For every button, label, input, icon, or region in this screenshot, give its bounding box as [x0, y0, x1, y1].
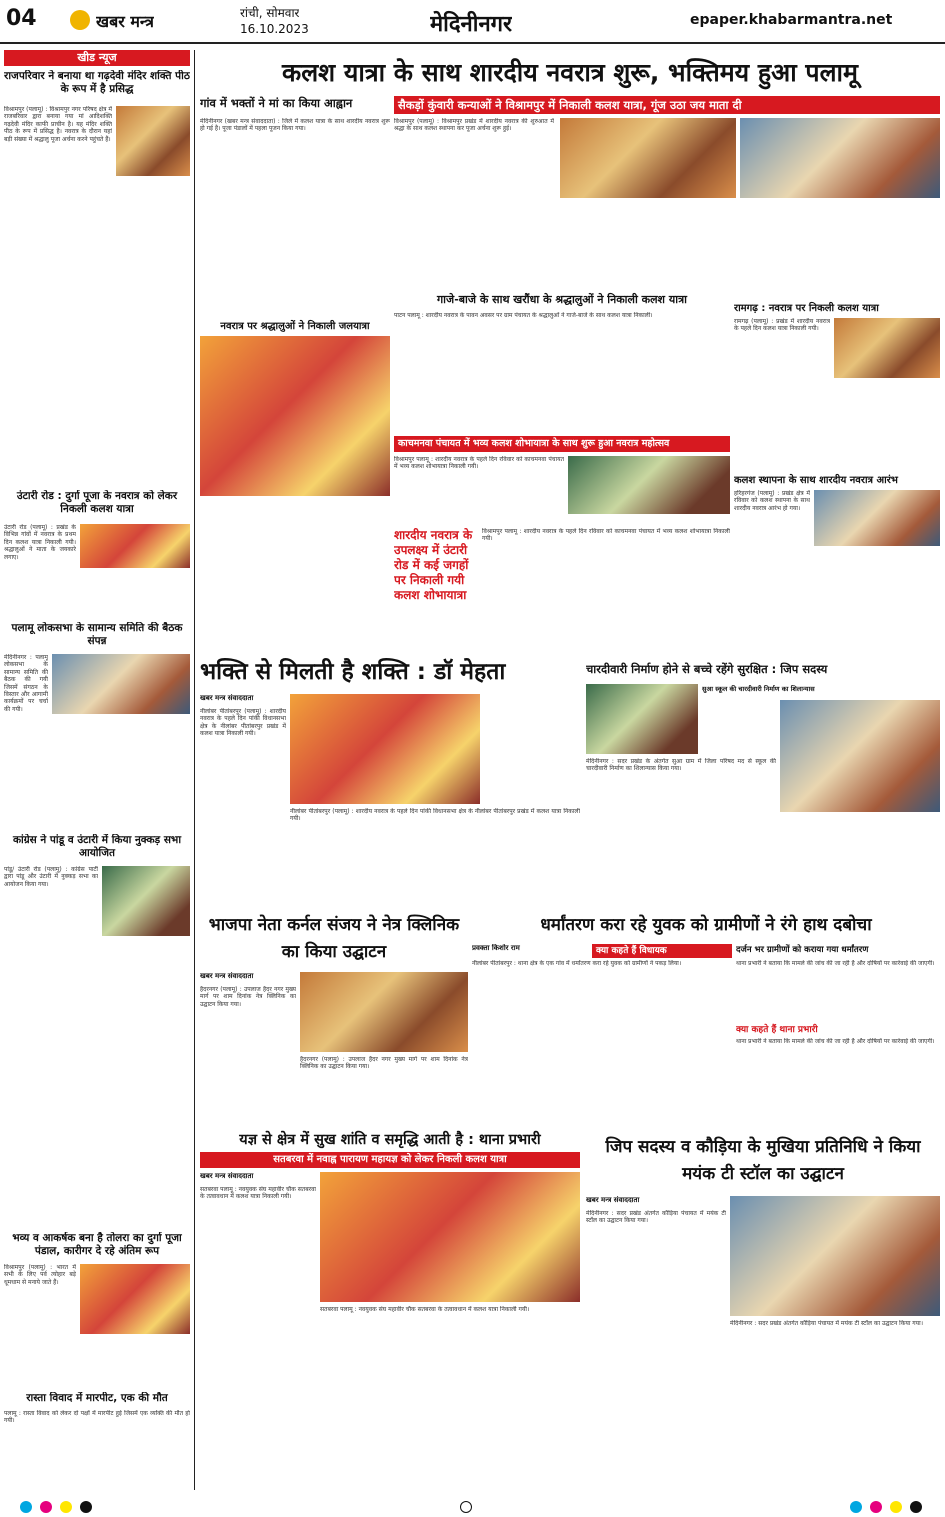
clinic-byline: खबर मन्त्र संवाददाता: [200, 972, 254, 980]
story4-body: पांडू/ उंटारी रोड (पलामू) : कांग्रेस पार्टी द्वारा पांडू और उंटारी में नुक्कड़ सभा का आयोजन किया गया।: [4, 866, 98, 888]
conversion-side-body-2: थाना प्रभारी ने बताया कि मामले की जांच की जा रही है और दोषियों पर कार्रवाई की जाएगी।: [736, 1038, 935, 1045]
conversion-headline[interactable]: धर्मांतरण करा रहे युवक को ग्रामीणों ने रंगे हाथ दबोचा: [540, 915, 872, 935]
story3-title[interactable]: पलामू लोकसभा के सामान्य समिति की बैठक संपन्न: [11, 622, 183, 647]
hariharganj-title[interactable]: कलश स्थापना के साथ शारदीय नवरात्र आरंभ: [734, 475, 898, 486]
clinic-body-2: हैदरनगर (पलामू) : उपलाज हैदर नगर मुख्य मार्ग पर शाम दिनांक नेत्र क्लिनिक का उद्घाटन किया गया।: [300, 1056, 468, 1071]
story1-body: विश्रामपुर (पलामू) : विश्रामपुर नगर परिषद क्षेत्र में राजबरिवार द्वारा बनाया गया मां आदिशक्ति गढ़देवी मंदिर काफी प्राचीन है। यह मंदिर शक्ति पीठ के रूप में प्रसिद्ध है। नवरात्र के दौरान यहां बड़ी संख्या में श्रद्धालु पूजा अर्चना करने पहुंचते हैं।: [4, 106, 112, 143]
story3-body: मेदिनीनगर : पलामू लोकसभा के सामान्य समिति की बैठक की गयी जिसमें संगठन के विस्तार और आगामी कार्यक्रमों पर चर्चा की गयी।: [4, 654, 48, 713]
conversion-side-kicker: क्या कहते हैं थाना प्रभारी: [736, 1025, 818, 1035]
mehta-byline: खबर मन्त्र संवाददाता: [200, 694, 254, 702]
page-number: 04: [6, 6, 37, 31]
story2-body: उंटारी रोड (पलामू) : प्रखंड के विभिन्न गांवों में नवरात्र के प्रथम दिन कलश यात्रा निकाली गयी। श्रद्धालुओं ने माता के जयकारे लगाए।: [4, 524, 76, 561]
gaje-body: पाटन पलामू : शारदीय नवरात्र के पावन अवसर पर ग्राम पंचायत के श्रद्धालुओं ने गाजे-बाजे के साथ कलश यात्रा निकाली।: [394, 312, 653, 319]
clinic-body: हैदरनगर (पलामू) : उपलाज हैदर नगर मुख्य मार्ग पर शाम दिनांक नेत्र क्लिनिक का उद्घाटन किया गया।: [200, 986, 296, 1008]
yajna-byline: खबर मन्त्र संवाददाता: [200, 1172, 254, 1180]
lead-photo-caption: नवरात्र पर श्रद्धालुओं ने निकाली जलयात्रा: [220, 321, 370, 332]
ramgarh-photo: [834, 318, 940, 378]
yajna-sub: सतबरवा में नवाह्न पारायण महायज्ञ को लेकर निकली कलश यात्रा: [200, 1152, 580, 1168]
tstall-body: मेदिनीनगर : सदर प्रखंड अंतर्गत कौड़िया पंचायत में मयंक टी स्टॉल का उद्घाटन किया गया।: [586, 1210, 726, 1225]
tstall-byline: खबर मन्त्र संवाददाता: [586, 1196, 640, 1204]
lead-sub-left: गांव में भक्तों ने मां का किया आह्वान: [200, 96, 353, 110]
print-registration-strip: [0, 1497, 945, 1517]
meeting-photo: [52, 654, 190, 714]
congress-photo: [102, 866, 190, 936]
wall-photo-2: [780, 700, 940, 812]
jalyatra-photo: [200, 336, 390, 496]
clinic-photo: [300, 972, 468, 1052]
mehta-photo: [290, 694, 480, 804]
yajna-body-2: सतबरवा पलामू : नवयुवक संघ महावीर चौक सतबरवा के तत्वावधान में कलश यात्रा निकाली गयी।: [320, 1306, 530, 1313]
wall-photo: [586, 684, 698, 754]
wall-headline[interactable]: चारदीवारी निर्माण होने से बच्चे रहेंगे सुरक्षित : जिप सदस्य: [586, 662, 828, 676]
pandal-photo: [80, 1264, 190, 1334]
wall-body: मेदिनीनगर : सदर प्रखंड के अंतर्गत सुआ ग्राम में जिला परिषद मद से स्कूल की चारदीवारी निर्माण का शिलान्यास किया गया।: [586, 758, 776, 773]
mehta-headline[interactable]: भक्ति से मिलती है शक्ति : डॉ मेहता: [200, 659, 506, 685]
lead-body-left: मेदिनीनगर (खबर मन्त्र संवाददाता) : जिले में कलश यात्रा के साथ शारदीय नवरात्र शुरू हो गई है। पूजा पंडालों में पहला पूजन किया गया।: [200, 118, 390, 133]
story1-title[interactable]: राजपरिवार ने बनाया था गढ़देवी मंदिर शक्ति पीठ के रूप में है प्रसिद्ध: [4, 70, 190, 95]
mehta-body: नीलांबर पीतांबरपुर (पलामू) : शारदीय नवरात्र के पहले दिन पांकी विधानसभा क्षेत्र के नीलांबर पीतांबरपुर प्रखंड में कलश यात्रा निकाली गयी।: [200, 708, 286, 738]
section-title: मेदिनीनगर: [430, 12, 513, 37]
story2-title[interactable]: उंटारी रोड : दुर्गा पूजा के नवरात्र को लेकर निकली कलश यात्रा: [16, 490, 178, 515]
story4-title[interactable]: कांग्रेस ने पांडू व उंटारी में किया नुक्कड़ सभा आयोजित: [12, 834, 182, 859]
conversion-side-title: दर्जन भर ग्रामीणों को कराया गया धर्मांतरण: [736, 945, 869, 955]
story6-body: पलामू : रास्ता विवाद को लेकर दो पक्षों में मारपीट हुई जिसमें एक व्यक्ति की मौत हो गयी।: [4, 1410, 190, 1425]
tstall-body-2: मेदिनीनगर : सदर प्रखंड अंतर्गत कौड़िया पंचायत में मयंक टी स्टॉल का उद्घाटन किया गया।: [730, 1320, 923, 1327]
conversion-side-body: थाना प्रभारी ने बताया कि मामले की जांच की जा रही है और दोषियों पर कार्रवाई की जाएगी।: [736, 960, 935, 967]
lead-body-right: विश्रामपुर (पलामू) : विश्रामपुर प्रखंड में शारदीय नवरात्र की शुरुआत में श्रद्धा के साथ कलश स्थापना कर पूजा अर्चना शुरू हुई।: [394, 118, 554, 133]
wall-caption: सुआ स्कूल की चारदीवारी निर्माण का शिलान्यास: [702, 685, 815, 693]
city-day: रांची, सोमवार: [240, 6, 300, 20]
lead-sub-right: सैकड़ों कुंवारी कन्याओं ने विश्रामपुर में निकाली कलश यात्रा, गूंज उठा जय माता दी: [394, 96, 940, 114]
gaje-title[interactable]: गाजे-बाजे के साथ खरौंधा के श्रद्धालुओं ने निकाली कलश यात्रा: [436, 293, 688, 306]
conversion-body: नीलांबर पीतांबरपुर : थाना क्षेत्र के एक गांव में धर्मांतरण करा रहे युवक को ग्रामीणों ने पकड़ लिया।: [472, 960, 682, 967]
conversion-byline: प्रवक्ता किशोर राम: [472, 944, 520, 952]
masthead: [0, 0, 945, 44]
yajna-body: सतबरवा पलामू : नवयुवक संघ महावीर चौक सतबरवा के तत्वावधान में कलश यात्रा निकाली गयी।: [200, 1186, 316, 1201]
temple-photo: [116, 106, 190, 176]
lead-headline[interactable]: कलश यात्रा के साथ शारदीय नवरात्र शुरू, भक्तिमय हुआ पलामू: [282, 58, 858, 87]
tstall-photo: [730, 1196, 940, 1316]
story5-title[interactable]: भव्य व आकर्षक बना है तोलरा का दुर्गा पूजा पंडाल, कारीगर दे रहे अंतिम रूप: [12, 1232, 182, 1257]
callout: शारदीय नवरात्र के उपलक्ष्य में उंटारी रोड में कई जगहों पर निकाली गयी कलश शोभायात्रा: [394, 528, 473, 602]
procession-photo: [740, 118, 940, 198]
brand-logo: [70, 10, 90, 30]
yajna-photo: [320, 1172, 580, 1302]
site-url[interactable]: epaper.khabarmantra.net: [690, 12, 893, 28]
hariharganj-photo: [814, 490, 940, 546]
yajna-headline[interactable]: यज्ञ से क्षेत्र में सुख शांति व समृद्धि आती है : थाना प्रभारी: [239, 1132, 541, 1148]
kachh-photo: [568, 456, 730, 514]
ramgarh-title[interactable]: रामगढ़ : नवरात्र पर निकली कलश यात्रा: [734, 303, 879, 314]
conversion-kicker: क्या कहते हैं विधायक: [592, 944, 732, 958]
mehta-body-2: नीलांबर पीतांबरपुर (पलामू) : शारदीय नवरात्र के पहले दिन पांकी विधानसभा क्षेत्र के नीलांबर पीतांबरपुर प्रखंड में कलश यात्रा निकाली गयी।: [290, 808, 580, 823]
tstall-headline[interactable]: जिप सदस्य व कौड़िया के मुखिया प्रतिनिधि ने किया मयंक टी स्टॉल का उद्घाटन: [605, 1137, 921, 1184]
left-strip: खीड न्यूज: [4, 50, 190, 66]
kachh-body: विश्रामपुर पलामू : शारदीय नवरात्र के पहले दिन रविवार को काचमनवा पंचायत में भव्य कलश शोभायात्रा निकाली गयी।: [394, 456, 564, 471]
story5-body: विश्रामपुर (पलामू) : भारत में सभी के लिए पर्व त्योहार बड़े धूमधाम से मनाये जाते हैं।: [4, 1264, 76, 1286]
hariharganj-body: हरिहरगंज (पलामू) : प्रखंड क्षेत्र में रविवार को कलश स्थापना के साथ शारदीय नवरात्र आरंभ हो गया।: [734, 490, 810, 512]
girls-kalash-photo: [560, 118, 736, 198]
date: 16.10.2023: [240, 22, 309, 36]
kachh-title[interactable]: काचमनवा पंचायत में भव्य कलश शोभायात्रा के साथ शुरू हुआ नवरात्र महोत्सव: [394, 436, 730, 452]
column-rule: [194, 50, 195, 1490]
kalash-photo: [80, 524, 190, 568]
clinic-headline[interactable]: भाजपा नेता कर्नल संजय ने नेत्र क्लिनिक का किया उद्घाटन: [208, 915, 460, 962]
ramgarh-body: रामगढ़ (पलामू) : प्रखंड में शारदीय नवरात्र के पहले दिन कलश यात्रा निकाली गयी।: [734, 318, 830, 333]
story6-title[interactable]: रास्ता विवाद में मारपीट, एक की मौत: [26, 1392, 168, 1404]
callout-body: विश्रामपुर पलामू : शारदीय नवरात्र के पहले दिन रविवार को काचमनवा पंचायत में भव्य कलश शोभायात्रा निकाली गयी।: [482, 528, 730, 543]
brand-name: खबर मन्त्र: [96, 12, 154, 31]
